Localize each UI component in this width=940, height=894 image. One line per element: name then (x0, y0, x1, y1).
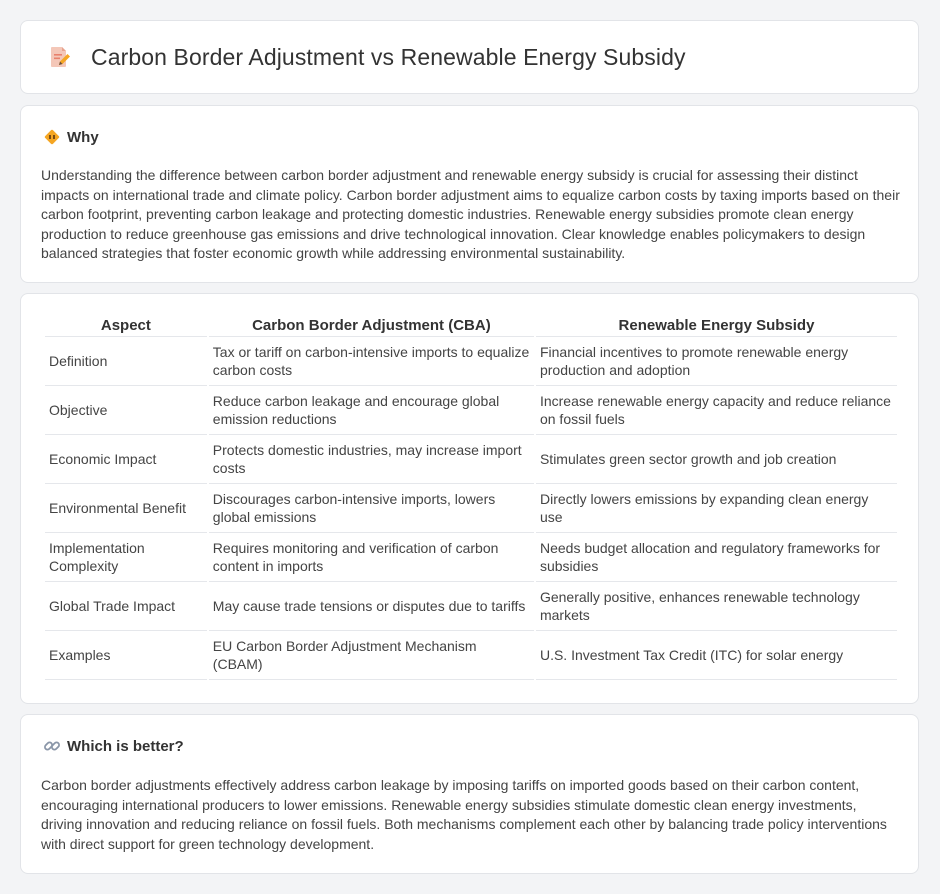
row-cba: Tax or tariff on carbon-intensive imports to equalize carbon costs (209, 337, 534, 386)
table-row (45, 582, 897, 631)
row-subsidy: Stimulates green sector growth and job creation (536, 435, 897, 484)
row-aspect: Objective (45, 386, 207, 435)
row-aspect: Examples (45, 631, 207, 680)
row-aspect: Definition (45, 337, 207, 386)
row-subsidy: U.S. Investment Tax Credit (ITC) for solar energy (536, 631, 897, 680)
why-heading-row (43, 128, 99, 146)
why-heading: Why (67, 128, 99, 146)
comparison-table-section (20, 293, 919, 704)
row-subsidy: Needs budget allocation and regulatory frameworks for subsidies (536, 533, 897, 582)
page-title: Carbon Border Adjustment vs Renewable Energy Subsidy (91, 43, 686, 70)
better-heading: Which is better? (67, 737, 184, 755)
link-icon (43, 737, 61, 755)
row-cba: Protects domestic industries, may increase import costs (209, 435, 534, 484)
comparison-table (43, 315, 899, 680)
why-section (20, 105, 919, 283)
row-subsidy: Increase renewable energy capacity and reduce reliance on fossil fuels (536, 386, 897, 435)
table-row (45, 484, 897, 533)
row-cba: May cause trade tensions or disputes due to tariffs (209, 582, 534, 631)
row-aspect: Environmental Benefit (45, 484, 207, 533)
row-cba: EU Carbon Border Adjustment Mechanism (CBAM) (209, 631, 534, 680)
row-aspect: Global Trade Impact (45, 582, 207, 631)
row-subsidy: Financial incentives to promote renewable energy production and adoption (536, 337, 897, 386)
table-row (45, 533, 897, 582)
why-text: Understanding the difference between carbon border adjustment and renewable energy subsidy is crucial for assessing their distinct impacts on international trade and climate policy. Carbon border adjustment aims to equalize carbon costs by taxing imports based on their carbon footprint, preventing carbon leakage and protecting domestic industries. Renewable energy subsidies promote clean energy production to reduce greenhouse gas emissions and drive technological innovation. Clear knowledge enables policymakers to design balanced strategies that foster economic growth while addressing environmental sustainability. (41, 167, 900, 261)
better-heading-row (43, 737, 184, 755)
row-cba: Reduce carbon leakage and encourage global emission reductions (209, 386, 534, 435)
row-cba: Requires monitoring and verification of carbon content in imports (209, 533, 534, 582)
row-aspect: Economic Impact (45, 435, 207, 484)
diamond-sign-icon (43, 128, 61, 146)
row-cba: Discourages carbon-intensive imports, lowers global emissions (209, 484, 534, 533)
table-row (45, 631, 897, 680)
table-row (45, 386, 897, 435)
row-aspect: Implementation Complexity (45, 533, 207, 582)
better-text: Carbon border adjustments effectively address carbon leakage by imposing tariffs on imported goods based on their carbon content, encouraging international producers to lower emissions. Renewable energy subsidies stimulate domestic clean energy investments, driving innovation and reducing reliance on fossil fuels. Both mechanisms complement each other by balancing trade policy interventions with direct support for green technology development. (41, 777, 887, 852)
header-cba: Carbon Border Adjustment (CBA) (209, 315, 534, 337)
which-is-better-section (20, 714, 919, 874)
row-subsidy: Directly lowers emissions by expanding clean energy use (536, 484, 897, 533)
header-subsidy: Renewable Energy Subsidy (536, 315, 897, 337)
row-subsidy: Generally positive, enhances renewable technology markets (536, 582, 897, 631)
table-row (45, 435, 897, 484)
document-pencil-icon (47, 45, 71, 69)
title-card (20, 20, 919, 94)
table-header-row (45, 315, 897, 337)
table-row (45, 337, 897, 386)
header-aspect: Aspect (45, 315, 207, 337)
